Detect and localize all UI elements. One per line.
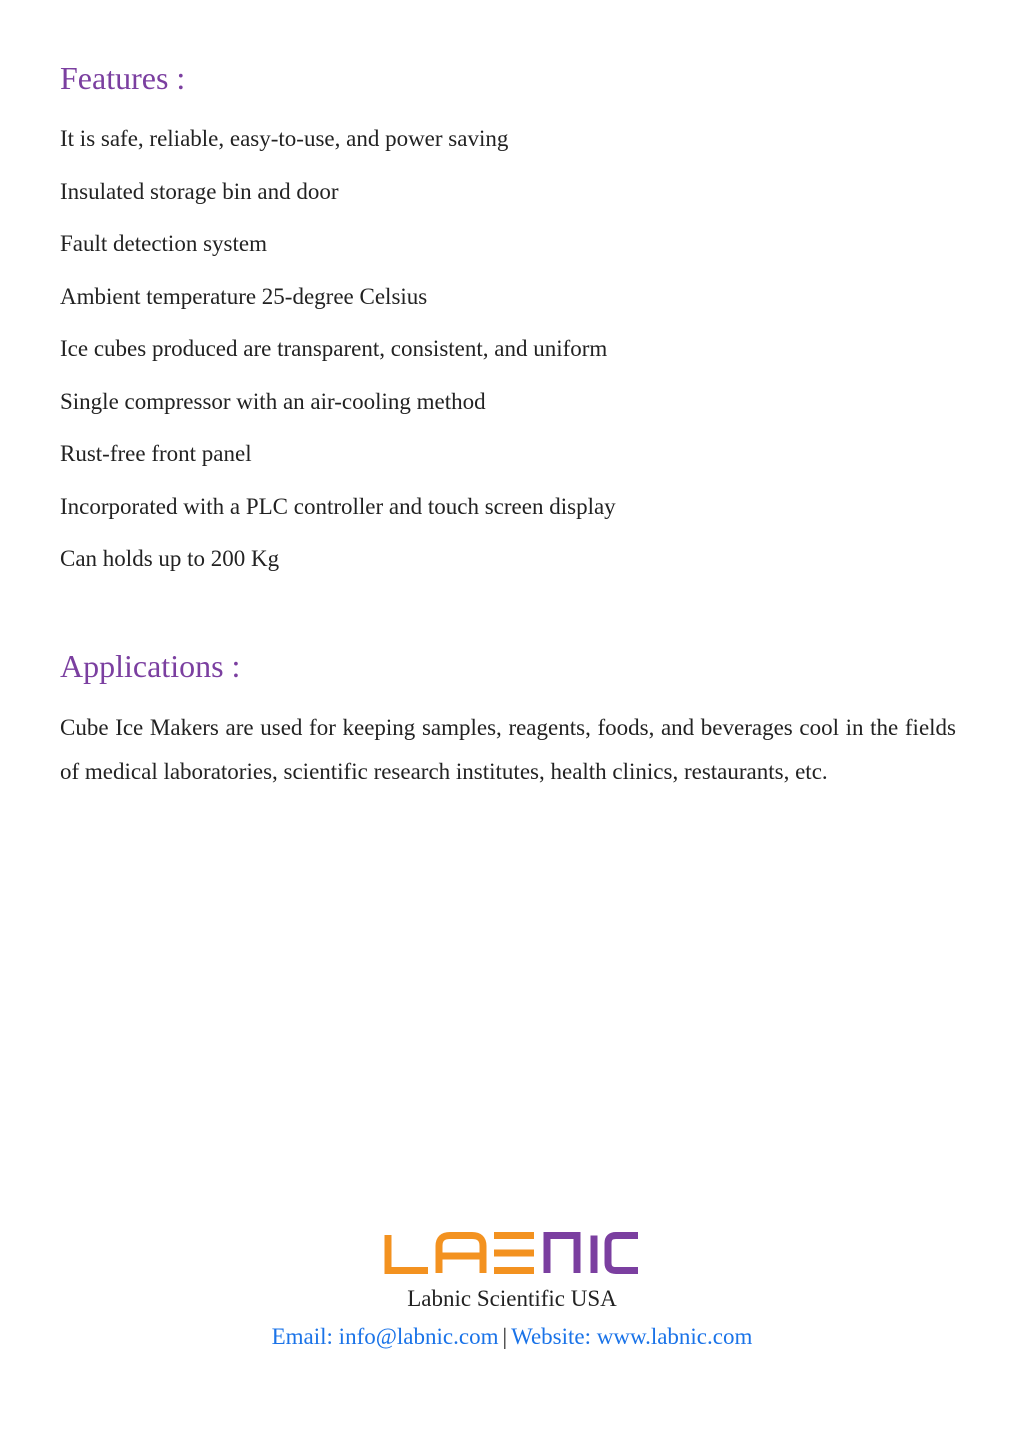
feature-item: Can holds up to 200 Kg [60,546,280,571]
features-list [60,122,616,595]
contact-line [0,1322,1024,1352]
company-name: Labnic Scientific USA [407,1286,617,1311]
applications-paragraph: Cube Ice Makers are used for keeping samples, reagents, foods, and beverages cool in the fields of medical laboratories, scientific research institutes, health clinics, restaurants, etc. [60,715,956,784]
feature-item: Ice cubes produced are transparent, consistent, and uniform [60,336,608,361]
feature-item: Rust-free front panel [60,441,252,466]
feature-item: Incorporated with a PLC controller and touch screen display [60,493,616,519]
contact-separator: | [502,1324,508,1349]
footer [0,1232,1024,1352]
applications-heading: Applications : [60,648,241,684]
website-link[interactable]: Website: www.labnic.com [511,1324,753,1349]
feature-item: It is safe, reliable, easy-to-use, and power saving [60,126,509,151]
feature-item: Single compressor with an air-cooling method [60,388,486,414]
feature-item: Insulated storage bin and door [60,178,339,204]
labnic-logo [384,1232,640,1274]
email-link[interactable]: Email: info@labnic.com [271,1324,499,1349]
feature-item: Ambient temperature 25-degree Celsius [60,283,428,309]
feature-item: Fault detection system [60,231,267,256]
features-heading: Features : [60,60,186,96]
